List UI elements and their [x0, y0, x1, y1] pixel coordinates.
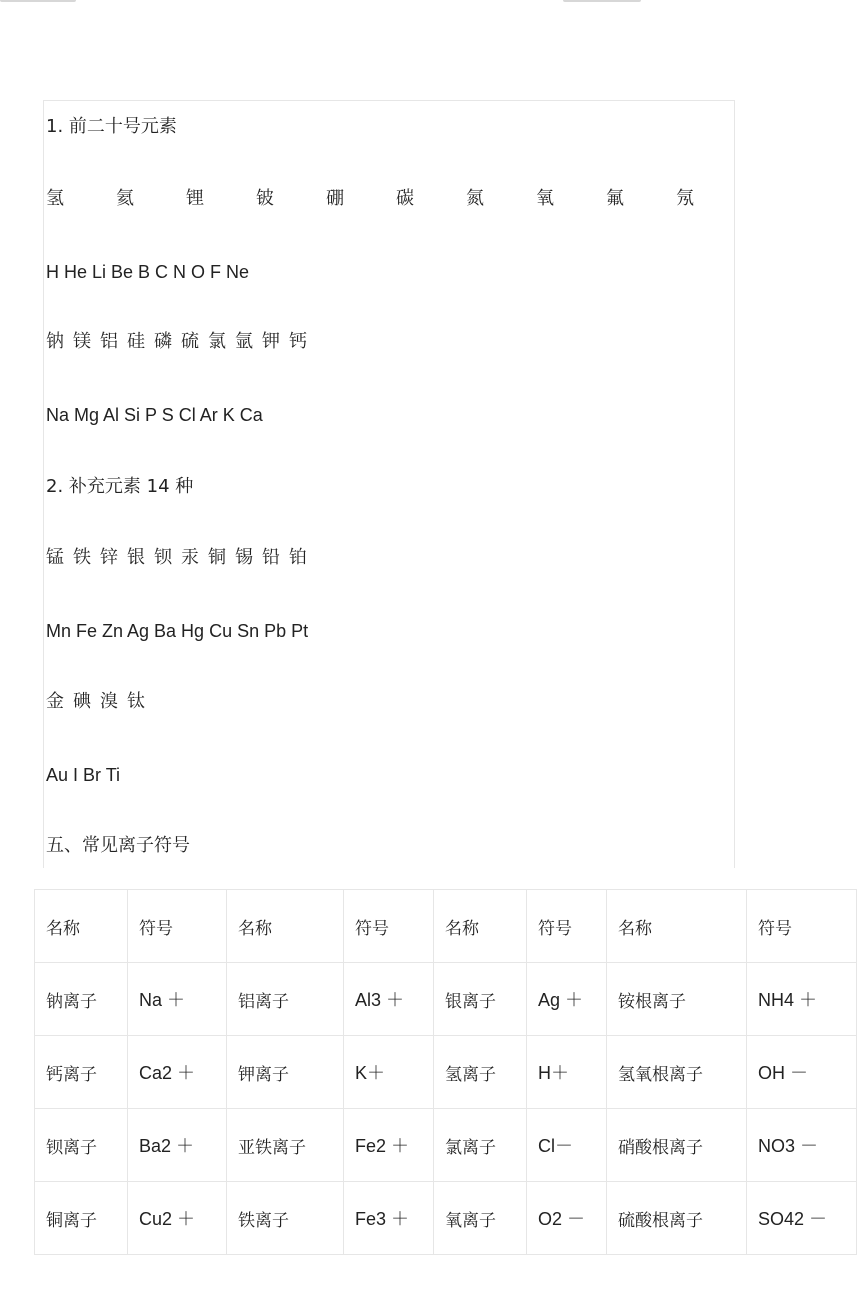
ion-symbol-cell: O2 － — [527, 1182, 607, 1255]
element-name: 汞 — [181, 547, 199, 568]
element-name: 硼 — [326, 188, 344, 209]
element-name: 氮 — [466, 188, 484, 209]
element-name: 铁 — [73, 547, 91, 568]
ion-name-cell: 氢氧根离子 — [607, 1036, 747, 1109]
ion-symbol-cell: Fe2 ＋ — [344, 1109, 434, 1182]
element-name: 碳 — [396, 188, 414, 209]
ion-name-cell: 硫酸根离子 — [607, 1182, 747, 1255]
ion-name-cell: 亚铁离子 — [227, 1109, 344, 1182]
element-name: 铅 — [262, 547, 280, 568]
ion-name-cell: 钾离子 — [227, 1036, 344, 1109]
table-row — [35, 1036, 857, 1109]
ion-symbol-cell: K＋ — [344, 1036, 434, 1109]
element-name: 锌 — [100, 547, 118, 568]
element-name: 氢 — [46, 188, 64, 209]
header-cell: 名称 — [607, 890, 747, 963]
ion-symbol-cell: Ba2 ＋ — [128, 1109, 227, 1182]
ion-name-cell: 铵根离子 — [607, 963, 747, 1036]
section2-symbols-row2: Au I Br Ti — [46, 765, 121, 785]
header-cell: 名称 — [434, 890, 527, 963]
header-cell: 符号 — [344, 890, 434, 963]
table-row — [35, 1182, 857, 1255]
section1-names-row2 — [46, 331, 316, 353]
ion-symbol-cell: NH4 ＋ — [747, 963, 857, 1036]
section1-symbols-row1: H He Li Be B C N O F Ne — [46, 262, 250, 282]
header-cell: 符号 — [747, 890, 857, 963]
element-name: 氧 — [536, 188, 554, 209]
header-mark-right — [563, 0, 641, 2]
element-name: 锰 — [46, 547, 64, 568]
ion-symbol-cell: SO42 － — [747, 1182, 857, 1255]
ion-symbol-cell: Ca2 ＋ — [128, 1036, 227, 1109]
ion-symbol-cell: Cl－ — [527, 1109, 607, 1182]
element-name: 硫 — [181, 331, 199, 352]
ion-symbol-cell: NO3 － — [747, 1109, 857, 1182]
ion-name-cell: 钙离子 — [35, 1036, 128, 1109]
ion-symbol-table — [34, 889, 857, 1255]
ion-name-cell: 铁离子 — [227, 1182, 344, 1255]
header-cell: 符号 — [128, 890, 227, 963]
ion-symbol-cell: OH － — [747, 1036, 857, 1109]
element-name: 铜 — [208, 547, 226, 568]
table-row — [35, 1109, 857, 1182]
element-name: 氟 — [606, 188, 624, 209]
section2-names-row1 — [46, 547, 316, 569]
ion-name-cell: 钡离子 — [35, 1109, 128, 1182]
ion-name-cell: 铜离子 — [35, 1182, 128, 1255]
header-cell: 名称 — [227, 890, 344, 963]
ion-name-cell: 硝酸根离子 — [607, 1109, 747, 1182]
header-mark-left — [0, 0, 76, 2]
element-name: 钠 — [46, 331, 64, 352]
ion-symbol-cell: H＋ — [527, 1036, 607, 1109]
ion-symbol-cell: Al3 ＋ — [344, 963, 434, 1036]
header-cell: 名称 — [35, 890, 128, 963]
element-name: 铍 — [256, 188, 274, 209]
header-cell: 符号 — [527, 890, 607, 963]
element-name: 铝 — [100, 331, 118, 352]
section1-symbols-row2: Na Mg Al Si P S Cl Ar K Ca — [46, 405, 263, 425]
ion-symbol-cell: Ag ＋ — [527, 963, 607, 1036]
element-name: 金 — [46, 691, 64, 712]
element-name: 钾 — [262, 331, 280, 352]
section5-heading: 五、常见离子符号 — [46, 835, 190, 856]
element-name: 钡 — [154, 547, 172, 568]
element-name: 银 — [127, 547, 145, 568]
section1-names-row1 — [46, 188, 746, 210]
element-name: 氯 — [208, 331, 226, 352]
section2-names-row2 — [46, 691, 154, 713]
element-name: 钛 — [127, 691, 145, 712]
ion-symbol-cell: Na ＋ — [128, 963, 227, 1036]
element-name: 镁 — [73, 331, 91, 352]
element-name: 氖 — [676, 188, 694, 209]
ion-name-cell: 氯离子 — [434, 1109, 527, 1182]
ion-symbol-cell: Cu2 ＋ — [128, 1182, 227, 1255]
element-name: 钙 — [289, 331, 307, 352]
element-list-panel — [43, 100, 735, 868]
element-name: 磷 — [154, 331, 172, 352]
element-name: 锂 — [186, 188, 204, 209]
section1-heading: 1. 前二十号元素 — [46, 116, 177, 137]
element-name: 氩 — [235, 331, 253, 352]
element-name: 锡 — [235, 547, 253, 568]
element-name: 硅 — [127, 331, 145, 352]
section2-symbols-row1: Mn Fe Zn Ag Ba Hg Cu Sn Pb Pt — [46, 621, 309, 641]
element-name: 溴 — [100, 691, 118, 712]
ion-name-cell: 钠离子 — [35, 963, 128, 1036]
element-name: 铂 — [289, 547, 307, 568]
table-row — [35, 963, 857, 1036]
table-header-row — [35, 890, 857, 963]
ion-symbol-cell: Fe3 ＋ — [344, 1182, 434, 1255]
ion-name-cell: 氧离子 — [434, 1182, 527, 1255]
section2-heading: 2. 补充元素 14 种 — [46, 476, 194, 497]
ion-name-cell: 银离子 — [434, 963, 527, 1036]
ion-name-cell: 铝离子 — [227, 963, 344, 1036]
element-name: 氦 — [116, 188, 134, 209]
ion-name-cell: 氢离子 — [434, 1036, 527, 1109]
element-name: 碘 — [73, 691, 91, 712]
